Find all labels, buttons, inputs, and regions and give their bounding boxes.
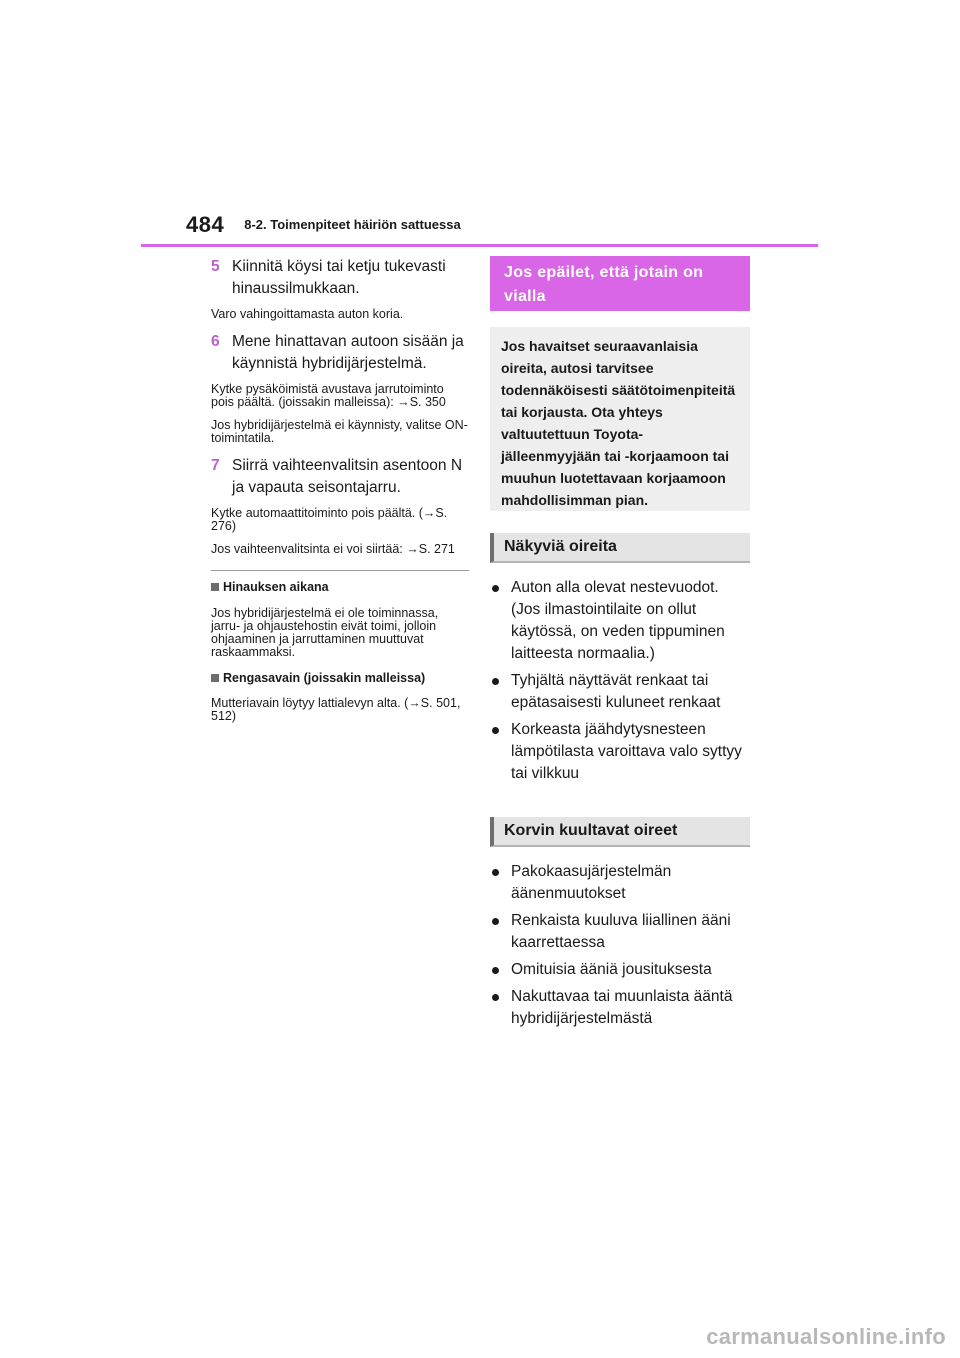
page-header — [186, 212, 461, 238]
audible-symptoms-heading: Korvin kuultavat oireet — [490, 817, 750, 847]
watermark: carmanualsonline.info — [706, 1324, 946, 1349]
step-7 — [211, 455, 469, 499]
list-item: Omituisia ääniä jousituksesta — [490, 959, 750, 981]
list-item: Pakokaasujärjestelmän äänenmuutokset — [490, 861, 750, 905]
step-text: Mene hinattavan autoon sisään ja käynnistä hybridijärjestelmä. — [232, 333, 464, 372]
step-number: 7 — [211, 457, 220, 474]
bullet-icon — [492, 994, 499, 1001]
step-5 — [211, 256, 469, 300]
visible-symptoms-list — [490, 577, 750, 785]
list-item: Tyhjältä näyttävät renkaat tai epätasaisesti kuluneet renkaat — [490, 670, 750, 714]
bullet-icon — [492, 727, 499, 734]
left-column — [211, 256, 469, 735]
bullet-icon — [492, 869, 499, 876]
right-column — [490, 256, 750, 1035]
audible-symptoms-list — [490, 861, 750, 1030]
step-note: Jos vaihteenvalitsinta ei voi siirtää: →S. 271 — [211, 542, 455, 556]
step-number: 6 — [211, 333, 220, 350]
subsection-title-text: Hinauksen aikana — [223, 580, 329, 594]
subsection-body: Mutteriavain löytyy lattialevyn alta. (→S. 501, 512) — [211, 696, 461, 723]
list-item: Korkeasta jäähdytysnesteen lämpötilasta varoittava valo syttyy tai vilkkuu — [490, 719, 750, 785]
section-divider — [211, 570, 469, 571]
step-note: Kytke pysäköimistä avustava jarrutoiminto pois päältä. (joissakin malleissa): →S. 350 — [211, 382, 446, 409]
step-note: Kytke automaattitoiminto pois päältä. (→S. 276) — [211, 506, 448, 533]
page-number: 484 — [186, 212, 225, 237]
square-bullet-icon — [211, 674, 219, 682]
list-item: Renkaista kuuluva liiallinen ääni kaarrettaessa — [490, 910, 750, 954]
list-item: Nakuttavaa tai muunlaista ääntä hybridijärjestelmästä — [490, 986, 750, 1030]
step-6 — [211, 331, 469, 375]
subsection-title-text: Rengasavain (joissakin malleissa) — [223, 670, 426, 685]
step-note: Varo vahingoittamasta auton koria. — [211, 307, 404, 321]
step-text: Kiinnitä köysi tai ketju tukevasti hinaussilmukkaan. — [232, 258, 446, 297]
chapter-title: 8-2. Toimenpiteet häiriön sattuessa — [244, 217, 461, 232]
step-note: Jos hybridijärjestelmä ei käynnisty, valitse ON-toimintatila. — [211, 418, 468, 445]
header-divider — [141, 244, 818, 247]
bullet-icon — [492, 967, 499, 974]
step-text: Siirrä vaihteenvalitsin asentoon N ja vapauta seisontajarru. — [232, 457, 463, 496]
bullet-icon — [492, 678, 499, 685]
subsection-title-towing — [211, 580, 469, 594]
square-bullet-icon — [211, 583, 219, 591]
subsection-title-wrench — [211, 671, 469, 685]
section-heading: Jos epäilet, että jotain on vialla — [490, 256, 750, 311]
visible-symptoms-heading: Näkyviä oireita — [490, 533, 750, 563]
step-number: 5 — [211, 258, 220, 275]
bullet-icon — [492, 585, 499, 592]
list-item: Auton alla olevat nestevuodot. (Jos ilmastointilaite on ollut käytössä, on veden tippuminen laitteesta normaalia.) — [490, 577, 750, 665]
intro-box: Jos havaitset seuraavanlaisia oireita, autosi tarvitsee todennäköisesti säätötoimenpiteitä tai korjausta. Ota yhteys valtuutettuun Toyota-jälleenmyyjään tai -korjaamoon tai muuhun luotettavaan korjaamoon mahdollisimman pian. — [490, 327, 750, 511]
bullet-icon — [492, 918, 499, 925]
subsection-body: Jos hybridijärjestelmä ei ole toiminnassa, jarru- ja ohjaustehostin eivät toimi, jolloin ohjaaminen ja jarruttaminen muuttuvat raskaammaksi. — [211, 605, 439, 659]
